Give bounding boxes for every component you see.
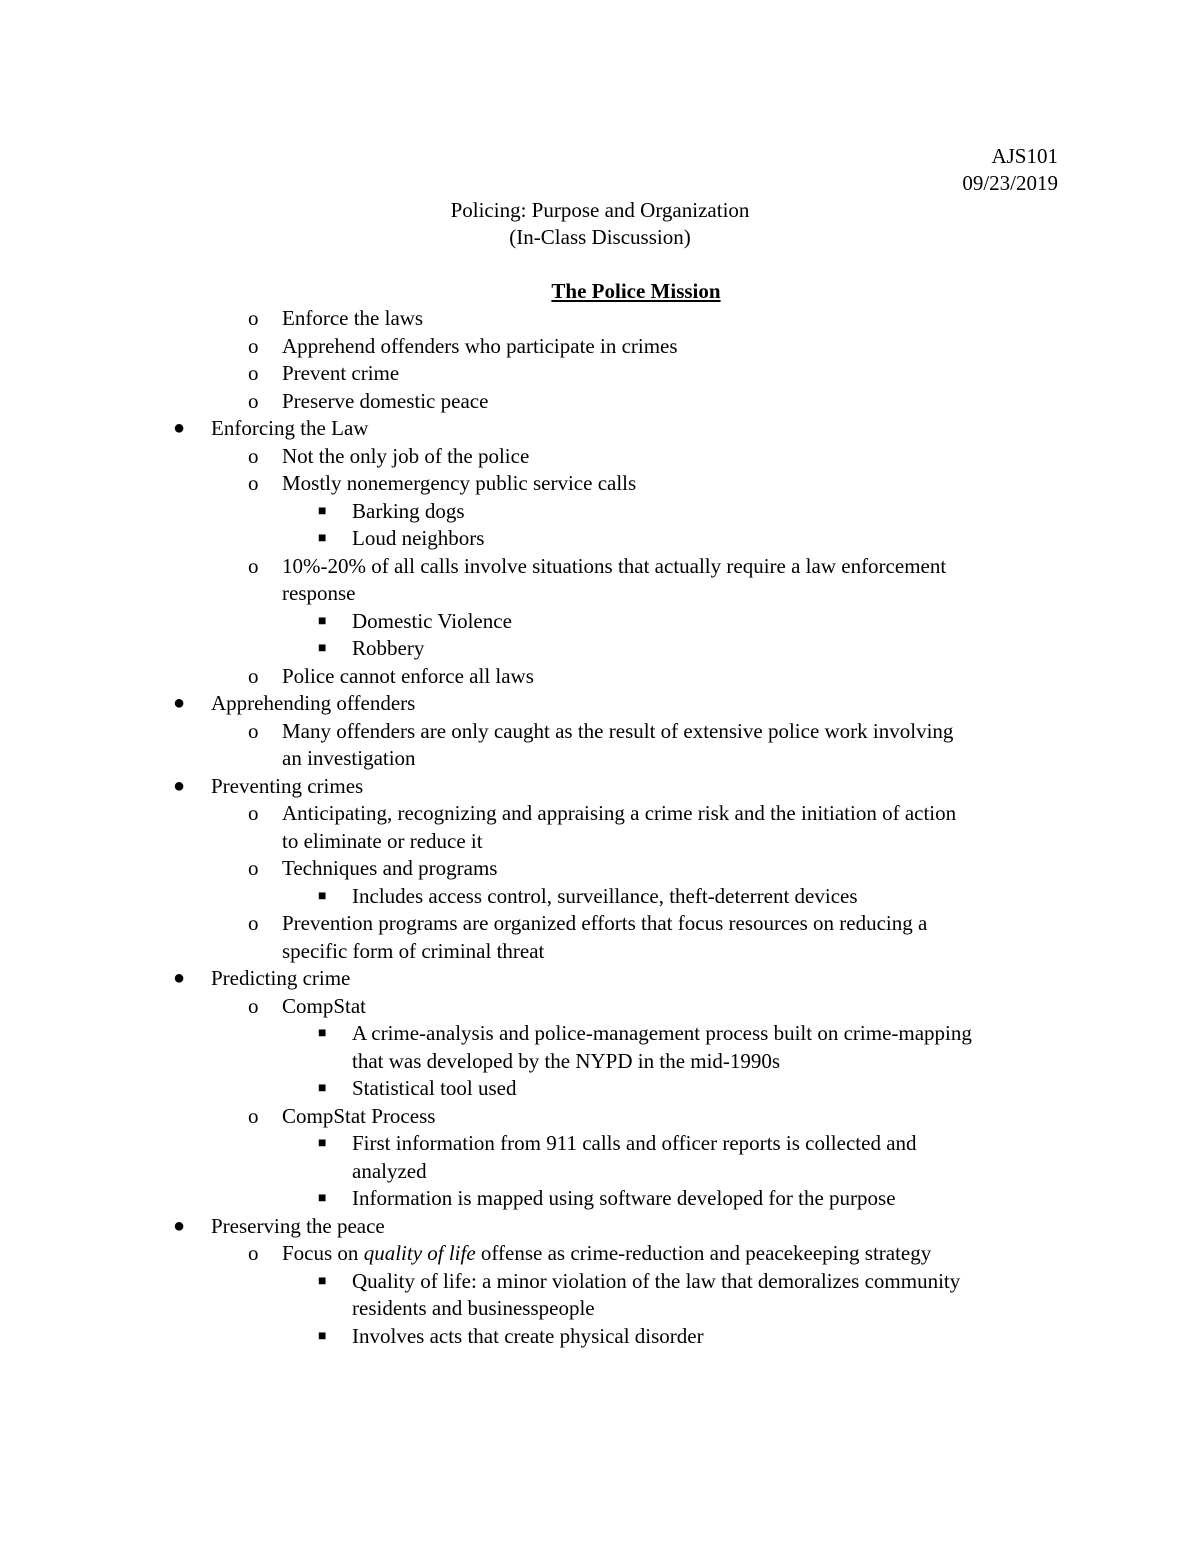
outline-list — [0, 305, 1200, 1350]
square-bullet-icon: ■ — [318, 503, 327, 519]
list-item: ■ Includes access control, surveillance, theft-deterrent devices — [0, 883, 1200, 911]
list-item: o Many offenders are only caught as the result of extensive police work involving — [0, 718, 1200, 746]
square-bullet-icon: ■ — [318, 1191, 327, 1206]
course-code: AJS101 — [991, 144, 1058, 168]
list-item: o Prevent crime — [0, 360, 1200, 388]
circle-bullet-icon: o — [248, 306, 259, 330]
list-item: o Not the only job of the police — [0, 443, 1200, 471]
circle-bullet-icon: o — [248, 361, 259, 385]
list-item: o Enforce the laws — [0, 305, 1200, 333]
square-bullet-icon: ■ — [318, 888, 327, 904]
document-subtitle: (In-Class Discussion) — [509, 225, 691, 249]
bullet-icon: ● — [173, 774, 186, 797]
circle-bullet-icon: o — [248, 443, 259, 468]
square-bullet-icon: ■ — [318, 1328, 327, 1344]
circle-bullet-icon: o — [248, 333, 259, 358]
list-item: ■ Robbery — [0, 635, 1200, 663]
list-item: ■ Quality of life: a minor violation of the law that demoralizes community — [0, 1268, 1200, 1296]
list-item: ■ Barking dogs — [0, 498, 1200, 526]
list-item: ■ Loud neighbors — [0, 525, 1200, 553]
list-item: ■ Statistical tool used — [0, 1075, 1200, 1103]
list-item-continuation: response — [282, 581, 356, 605]
list-item: ■ Domestic Violence — [0, 608, 1200, 636]
list-item: o CompStat Process — [0, 1103, 1200, 1131]
list-item: ● Preventing crimes — [0, 773, 1200, 801]
list-item-continuation: residents and businesspeople — [352, 1296, 595, 1320]
circle-bullet-icon: o — [248, 801, 259, 825]
list-item: o Apprehend offenders who participate in crimes — [0, 333, 1200, 361]
list-item-continuation: analyzed — [352, 1158, 427, 1183]
circle-bullet-icon: o — [248, 663, 259, 688]
list-item: ■ Involves acts that create physical disorder — [0, 1323, 1200, 1351]
list-item-continuation: an investigation — [282, 746, 416, 770]
circle-bullet-icon: o — [248, 471, 259, 495]
list-item: o Techniques and programs — [0, 855, 1200, 883]
emphasis-text: quality of life — [363, 1241, 476, 1265]
title-block — [0, 197, 1200, 251]
list-item: ● Predicting crime — [0, 965, 1200, 993]
list-item: ■ First information from 911 calls and officer reports is collected and — [0, 1130, 1200, 1158]
list-item: ● Enforcing the Law — [0, 415, 1200, 443]
circle-bullet-icon: o — [248, 718, 259, 743]
circle-bullet-icon: o — [248, 993, 259, 1018]
square-bullet-icon: ■ — [318, 531, 327, 546]
list-item: o Preserve domestic peace — [0, 388, 1200, 416]
square-bullet-icon: ■ — [318, 1273, 327, 1289]
list-item: o CompStat — [0, 993, 1200, 1021]
list-item: o Police cannot enforce all laws — [0, 663, 1200, 691]
list-item: ■ Information is mapped using software developed for the purpose — [0, 1185, 1200, 1213]
document-date: 09/23/2019 — [962, 171, 1058, 195]
list-item: ● Preserving the peace — [0, 1213, 1200, 1241]
list-item: o Prevention programs are organized efforts that focus resources on reducing a — [0, 910, 1200, 938]
list-item: o 10%-20% of all calls involve situations that actually require a law enforcement — [0, 553, 1200, 581]
circle-bullet-icon: o — [248, 1241, 259, 1265]
list-item: ● Apprehending offenders — [0, 690, 1200, 718]
circle-bullet-icon: o — [248, 911, 259, 935]
document-title: Policing: Purpose and Organization — [450, 198, 750, 222]
bullet-icon: ● — [173, 967, 186, 989]
circle-bullet-icon: o — [248, 1103, 259, 1128]
list-item: ■ A crime-analysis and police-management process built on crime-mapping — [0, 1020, 1200, 1048]
square-bullet-icon: ■ — [318, 1081, 327, 1096]
list-item: o Anticipating, recognizing and appraising a crime risk and the initiation of action — [0, 800, 1200, 828]
circle-bullet-icon: o — [248, 856, 259, 880]
square-bullet-icon: ■ — [318, 641, 327, 656]
list-item: o Mostly nonemergency public service calls — [0, 470, 1200, 498]
bullet-icon: ● — [173, 417, 186, 439]
list-item — [0, 1240, 1200, 1268]
list-item-continuation: to eliminate or reduce it — [282, 828, 483, 853]
square-bullet-icon: ■ — [318, 1026, 327, 1041]
square-bullet-icon: ■ — [318, 1136, 327, 1151]
list-item-continuation: that was developed by the NYPD in the mid-1990s — [352, 1048, 781, 1073]
bullet-icon: ● — [173, 1214, 186, 1237]
circle-bullet-icon: o — [248, 388, 259, 413]
list-item-continuation: specific form of criminal threat — [282, 938, 545, 963]
focus-text: Focus on quality of life offense as crime-reduction and peacekeeping strategy — [282, 1241, 932, 1265]
circle-bullet-icon: o — [248, 553, 259, 578]
header-block — [962, 143, 1058, 197]
square-bullet-icon: ■ — [318, 613, 327, 629]
bullet-icon: ● — [173, 692, 186, 714]
section-heading: The Police Mission — [551, 279, 721, 303]
